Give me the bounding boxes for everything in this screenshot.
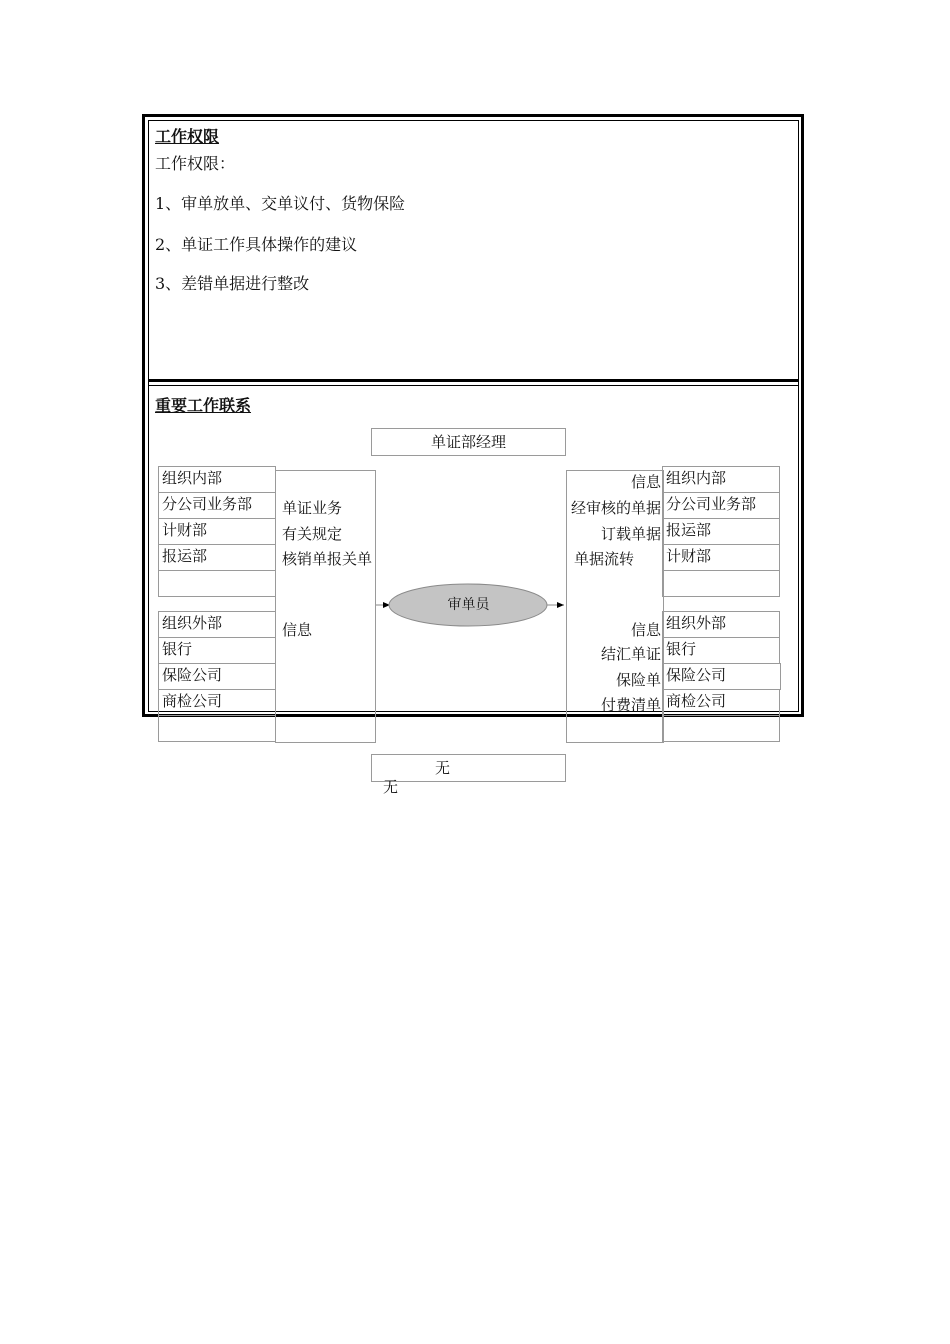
right-doc-8: 付费清单 [600, 696, 661, 714]
list-item: 银行 [662, 637, 780, 664]
authority-item-3: 3、差错单据进行整改 [155, 274, 310, 293]
left-doc-4: 信息 [282, 621, 313, 639]
right-doc-4: 单据流转 [573, 550, 634, 568]
bottom-box-label: 无 [435, 759, 451, 777]
list-item: 保险公司 [158, 663, 276, 690]
bottom-note: 无 [383, 778, 399, 796]
authority-intro: 工作权限： [155, 154, 236, 173]
authority-heading: 工作权限 [155, 127, 220, 146]
right-external-list [662, 611, 780, 742]
relations-heading: 重要工作联系 [155, 396, 252, 415]
right-doc-1: 信息 [630, 473, 661, 491]
list-item: 组织内部 [158, 466, 276, 493]
list-item: 计财部 [662, 544, 780, 571]
manager-label: 单证部经理 [430, 433, 506, 451]
list-item: 组织外部 [158, 611, 276, 638]
list-item: 组织内部 [662, 466, 780, 493]
center-label: 审单员 [447, 597, 490, 613]
list-item: 组织外部 [662, 611, 780, 638]
left-doc-2: 有关规定 [282, 525, 343, 543]
list-item: 分公司业务部 [158, 492, 276, 519]
list-item [158, 570, 276, 597]
authority-item-1: 1、审单放单、交单议付、货物保险 [155, 194, 406, 213]
authority-item-2: 2、单证工作具体操作的建议 [155, 235, 358, 254]
list-item: 分公司业务部 [662, 492, 780, 519]
manager-box [371, 428, 566, 456]
right-doc-2: 经审核的单据 [570, 499, 661, 517]
list-item: 商检公司 [158, 689, 276, 716]
left-internal-list [158, 466, 276, 597]
left-doc-1: 单证业务 [282, 499, 343, 517]
list-item: 银行 [158, 637, 276, 664]
left-doc-3: 核销单报关单 [282, 550, 373, 568]
right-doc-6: 结汇单证 [600, 645, 661, 663]
right-doc-5: 信息 [630, 621, 661, 639]
section-divider-thin [148, 385, 799, 386]
right-doc-3: 订载单据 [600, 525, 661, 543]
list-item: 计财部 [158, 518, 276, 545]
list-item [662, 570, 780, 597]
section-divider [148, 379, 799, 382]
left-external-list [158, 611, 276, 742]
list-item [158, 715, 276, 742]
list-item [662, 715, 780, 742]
right-internal-list [662, 466, 780, 597]
list-item: 保险公司 [662, 663, 781, 690]
list-item: 报运部 [158, 544, 276, 571]
list-item: 商检公司 [662, 689, 780, 716]
bottom-box [371, 754, 566, 782]
right-doc-7: 保险单 [615, 671, 661, 689]
list-item: 报运部 [662, 518, 780, 545]
